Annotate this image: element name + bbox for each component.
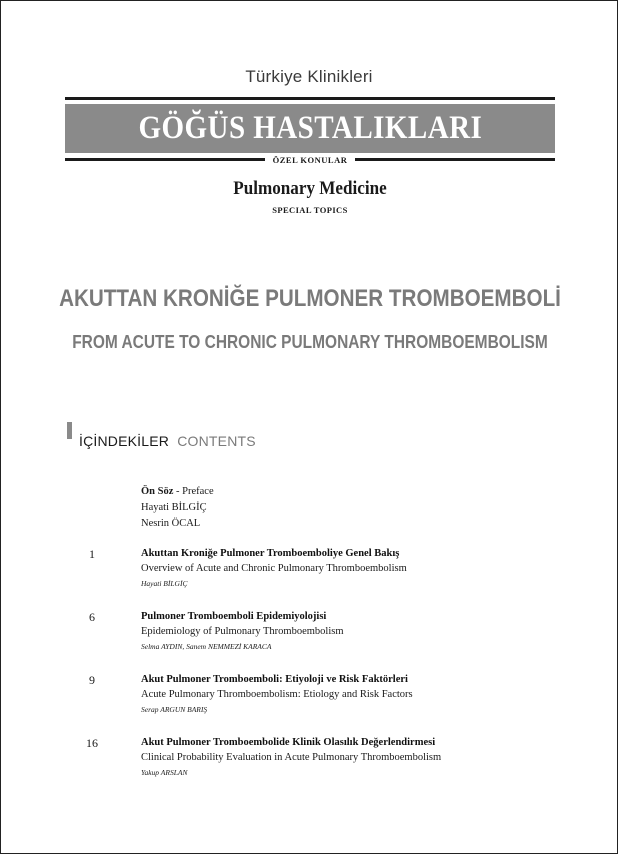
toc-page-number: 9 <box>89 673 95 687</box>
toc-title-tr: Akut Pulmoner Tromboembolide Klinik Olasılık Değerlendirmesi <box>141 737 436 748</box>
preface-editor: Nesrin ÖCAL <box>141 518 201 529</box>
toc-title-tr: Akut Pulmoner Tromboemboli: Etiyoloji ve Risk Faktörleri <box>141 674 408 685</box>
toc-title-en: Acute Pulmonary Thromboembolism: Etiology and Risk Factors <box>141 689 413 700</box>
toc-title-tr: Pulmoner Tromboemboli Epidemiyolojisi <box>141 611 327 622</box>
toc-authors: Hayati BİLGİÇ <box>141 579 188 588</box>
toc-page-number: 6 <box>89 610 95 624</box>
toc-authors: Selma AYDIN, Sanem NEMMEZİ KARACA <box>141 642 272 651</box>
issue-title-tr: AKUTTAN KRONİĞE PULMONER TROMBOEMBOLİ <box>59 285 561 312</box>
toc-authors: Yakup ARSLAN <box>141 768 188 777</box>
preface-label-sep: - <box>173 486 183 497</box>
special-topics-label: SPECIAL TOPICS <box>272 205 348 215</box>
preface-label-en: Preface <box>182 486 214 497</box>
preface-editor: Hayati BİLGİÇ <box>141 502 207 513</box>
contents-heading-tr: İÇİNDEKİLER <box>79 433 170 449</box>
header-rule-top <box>65 97 555 100</box>
toc-authors: Serap ARGUN BARIŞ <box>141 705 208 714</box>
ozel-konular-label: ÖZEL KONULAR <box>272 155 348 165</box>
contents-heading-en: CONTENTS <box>177 433 256 449</box>
journal-title-band <box>65 104 555 153</box>
publisher-name: Türkiye Klinikleri <box>245 67 373 86</box>
toc-page-number: 1 <box>89 547 95 561</box>
issue-title-en: FROM ACUTE TO CHRONIC PULMONARY THROMBOEMBOLISM <box>72 332 548 352</box>
preface-label-tr: Ön Söz <box>141 486 174 497</box>
journal-title-en: Pulmonary Medicine <box>233 178 387 199</box>
toc-title-en: Epidemiology of Pulmonary Thromboembolism <box>141 626 344 637</box>
toc-title-en: Clinical Probability Evaluation in Acute Pulmonary Thromboembolism <box>141 752 442 763</box>
contents-heading <box>79 433 256 449</box>
toc-title-tr: Akuttan Kroniğe Pulmoner Tromboemboliye Genel Bakış <box>141 548 400 559</box>
toc-title-en: Overview of Acute and Chronic Pulmonary Thromboembolism <box>141 563 407 574</box>
toc-page-number: 16 <box>86 736 98 750</box>
journal-title: GÖĞÜS HASTALIKLARI <box>138 110 482 146</box>
contents-marker-bar <box>67 422 72 439</box>
